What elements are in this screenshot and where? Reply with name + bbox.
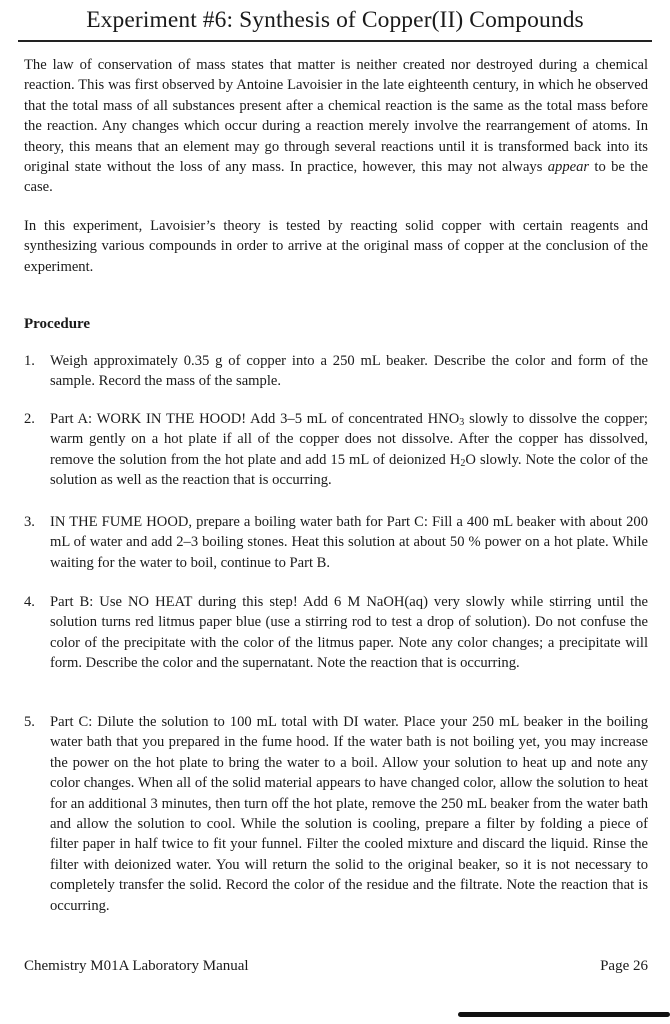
step-text: Part C: Dilute the solution to 100 mL total with DI water. Place your 250 mL beaker in the boiling water bath that you prepared in the fume hood. If the water bath is not boiling yet, you may increase the power on the hot plate to bring the water to a boil. Allow your solution to heat up and note any color changes. When all of the solid material appears to have changed color, allow the solution to heat for an additional 3 minutes, then turn off the hot plate, remove the 250 mL beaker from the water bath and allow the solution to cool. While the solution is cooling, prepare a filter by folding a piece of filter paper in half twice to fit your funnel. Filter the cooled mixture and discard the liquid. Rinse the filter with deionized water. You will return the solid to the original beaker, so it is not necessary to completely transfer the solid. Record the color of the residue and the filtrate. Note the reaction that is occurring. [50, 714, 648, 914]
intro-text-end: to be the case. [24, 159, 649, 196]
experiment-summary-paragraph: In this experiment, Lavoisier’s theory is tested by reacting solid copper with certain reagents and synthesizing various compounds in order to arrive at the original mass of copper at the conclusion of the experiment. [24, 218, 648, 275]
subscript: 3 [459, 417, 465, 428]
step-text: Weigh approximately 0.35 g of copper into a 250 mL beaker. Describe the color and form of the sample. Record the mass of the sample. [50, 353, 648, 390]
subscript: 2 [460, 457, 466, 469]
step-number: 5. [24, 714, 35, 730]
home-indicator-bar[interactable] [458, 1012, 670, 1017]
footer-page-number: Page 26 [600, 958, 648, 974]
step-text: Part B: Use NO HEAT during this step! Add 6 M NaOH(aq) very slowly while stirring until the solution turns red litmus paper blue (use a stirring rod to test a drop of solution). Do not confuse the color of the precipitate with the color of the litmus paper. Note any color changes; a precipitate will form. Describe the color and the supernatant. Note the reaction that is occurring. [50, 594, 648, 672]
intro-paragraph [24, 55, 648, 198]
step-number: 4. [24, 594, 35, 610]
step-number: 2. [24, 411, 35, 427]
step-number: 1. [24, 353, 35, 369]
intro-text: The law of conservation of mass states that matter is neither created nor destroyed during a chemical reaction. This was first observed by Antoine Lavoisier in the late eighteenth century, in which he observed that the total mass of all substances present after a chemical reaction is the same as the total mass before the reaction. Any changes which occur during a reaction merely involve the rearrangement of atoms. In theory, this means that an element may go through several reactions until it is transformed back into its original state without the loss of any mass. In practice, however, this may not always [24, 57, 648, 176]
step-text: IN THE FUME HOOD, prepare a boiling water bath for Part C: Fill a 400 mL beaker with about 200 mL of water and add 2–3 boiling stones. Heat this solution at about 50 % power on a hot plate. While waiting for the water to boil, continue to Part B. [50, 514, 648, 571]
page-title: Experiment #6: Synthesis of Copper(II) Compounds [86, 7, 584, 33]
step-text [50, 409, 648, 491]
intro-emphasis: appear [547, 159, 590, 176]
step-text-part: slowly to dissolve the copper; warm gently on a hot plate if all of the copper does not dissolve. After the copper has dissolved, remove the solution from the hot plate and add 15 mL of deionized H [50, 411, 648, 468]
step-text-part: Part A: WORK IN THE HOOD! Add 3–5 mL of concentrated HNO [50, 411, 460, 427]
footer-manual-title: Chemistry M01A Laboratory Manual [24, 958, 249, 974]
step-text-part: O slowly. Note the color of the solution as well as the reaction that is occurring. [50, 451, 648, 489]
title-underline [18, 40, 652, 42]
step-number: 3. [24, 514, 35, 530]
procedure-heading: Procedure [24, 316, 91, 332]
